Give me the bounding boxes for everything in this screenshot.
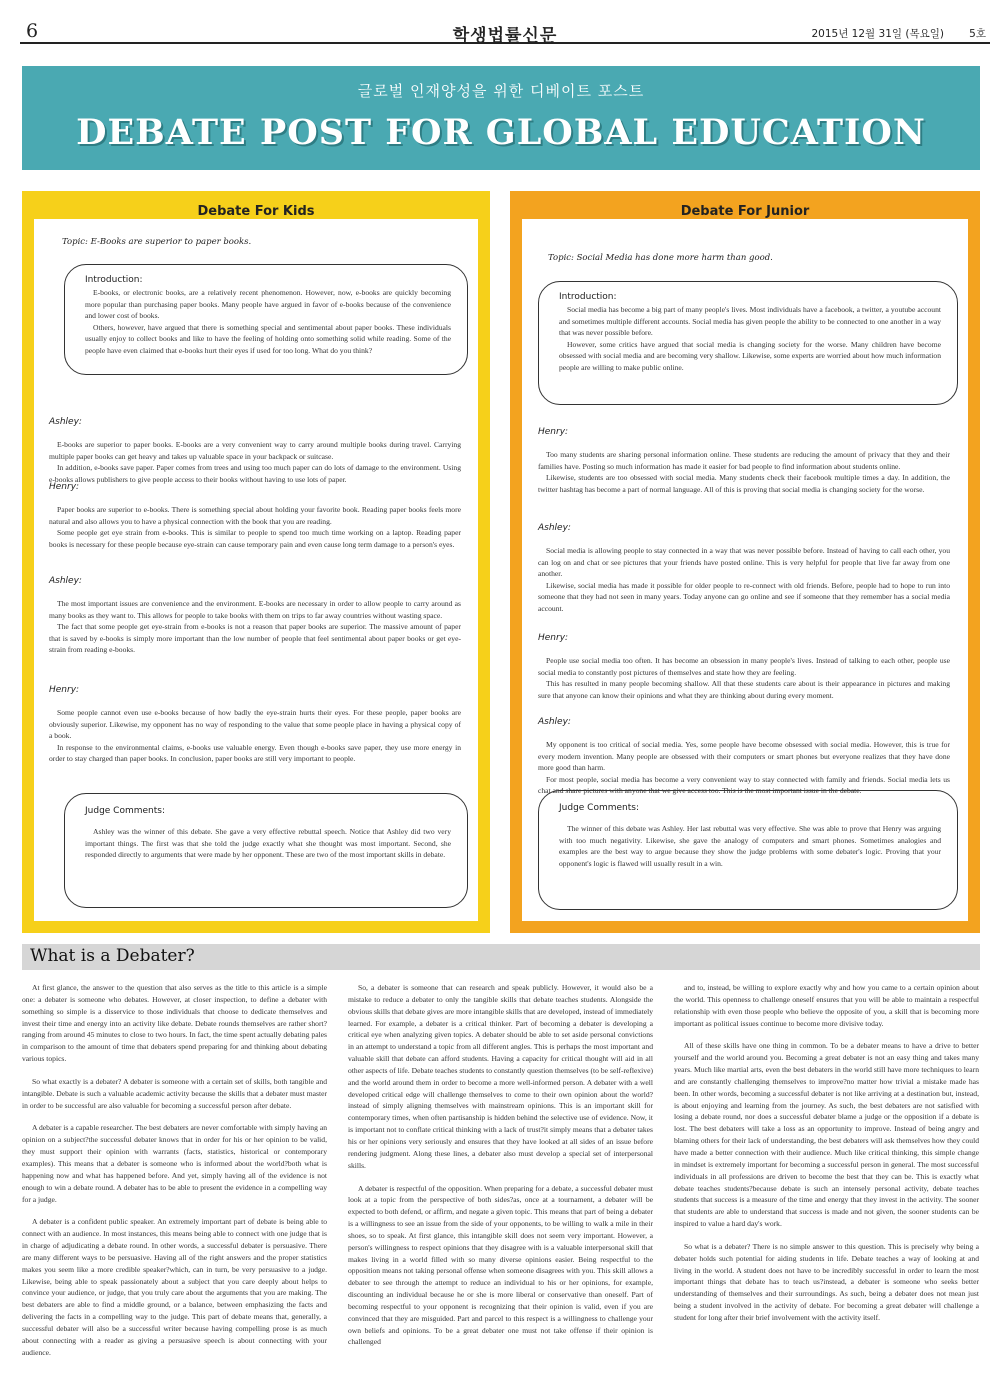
issue-number: 5호	[969, 28, 986, 40]
speech-block	[538, 427, 950, 495]
speech-paragraph: The fact that some people get eye-strain from e-books is not a reason that paper books are superior. The massive amount of paper that is saved by e-books is simply more important than the low number of people that feel sentimental about paper books or get eye-strain from reading e-books.	[49, 622, 461, 654]
article-paragraph: So, a debater is someone that can research and speak publicly. However, it would also be a mistake to reduce a debater to only the tangible skills that debate teaches students. Alongside the obvious skills that debate gives are more intangible skills that are developed, instead of immediately learned. For example, a debater is a critical thinker. Part of becoming a debater is developing a critical eye when analyzing given topics. A debater should be able to set aside personal convictions in an attempt to understand a topic from all different angles. This is perhaps the most important and valuable skill that debate can afford students. Having a capacity for critical thought will aid in all other aspects of life. Debate teaches students to constantly question themselves (to be self-reflexive) and the world around them in order to become a more well-informed person. A debater with a well developed critical edge will challenge themselves to come to their own opinion about the world?instead of simply aligning themselves with mainstream opinions. This is an important skill for contemporary times, when often partisanship is hidden behind the selective use of evidence. Now, it is important not to conflate critical thinking with a lack of trust?it simply means that a debater takes his or her opinions very seriously and ensures that they have looked at all sides of an issue before rendering judgment. Along these lines, a debater also must develop a special set of interpersonal skills.	[348, 983, 653, 1170]
introduction-title: Introduction:	[559, 292, 617, 302]
panel-body	[522, 219, 968, 921]
speech-paragraph: E-books are superior to paper books. E-books are a very convenient way to carry around multiple books during travel. Carrying multiple paper books can get heavy and takes up valuable space in your backpack or suitcase.	[49, 440, 461, 461]
speech-paragraph: Too many students are sharing personal information online. These students are reducing the amount of privacy that they and their families have. Posting so much information has made it easier for bad people to find information about students online.	[538, 450, 950, 471]
introduction-title: Introduction:	[85, 275, 143, 285]
judge-comments-title: Judge Comments:	[85, 806, 165, 816]
banner-title: DEBATE POST FOR GLOBAL EDUCATION	[76, 112, 926, 153]
speaker-name: Henry:	[49, 482, 80, 492]
debate-for-junior-panel	[510, 191, 980, 933]
speech-block	[49, 685, 461, 765]
debate-for-kids-panel	[22, 191, 490, 933]
speaker-name: Henry:	[538, 427, 569, 437]
panel-heading: Debate For Junior	[680, 204, 810, 219]
judge-comments-box	[64, 793, 468, 908]
newspaper-name: 학생법률신문	[452, 26, 558, 46]
page-number: 6	[26, 20, 39, 42]
judge-comments-box	[538, 790, 958, 910]
speaker-name: Ashley:	[538, 717, 571, 727]
speech-paragraph: Some people get eye strain from e-books. This is similar to people to spend too much time working on a laptop. Reading paper books is necessary for these people because eye-strain can cause temporary pain and even cause long term damage to a person's eyes.	[49, 528, 461, 549]
speaker-name: Ashley:	[538, 523, 571, 533]
speech-block	[538, 717, 950, 797]
article-column-1	[22, 982, 327, 1369]
article-paragraph: A debater is a capable researcher. The best debaters are never comfortable with simply having an opinion on a subject?the successful debater knows that in order for his or her opinion to be valid, they must support their opinion with warrants (facts, statistics, historical or contemporary examples). This means that a debater is someone who is informed about the world?both what is happening now and what has happened before. And yet, simply having all of the evidence is not enough to win a debate round. A debater has to be able to present the evidence in a compelling way for a judge.	[22, 1123, 327, 1204]
speech-paragraph: Likewise, social media has made it possible for older people to re-connect with old friends. Before, people had to hope to run into someone that they had not seen in many years. Today anyone can go online and see if someone that they remember has a social media account.	[538, 580, 950, 613]
newspaper-header	[20, 18, 990, 44]
intro-paragraph: However, some critics have argued that social media is changing society for the worse. Many children have become obsessed with social media and are becoming very shallow. Likewise, some experts are worried about how much information people are willing to make public online.	[559, 339, 941, 372]
speaker-name: Henry:	[49, 685, 80, 695]
speaker-name: Henry:	[538, 633, 569, 643]
article-paragraph: All of these skills have one thing in common. To be a debater means to have a drive to better yourself and the world around you. Becoming a great debater is not an easy thing and takes many years. Much like martial arts, even the best debaters in the world still have more techniques to learn and are constantly challenging themselves to improve?no matter how trivial a mistake made has been. In other words, becoming a successful debater is not like arriving at a destination but, instead, is about enjoying and learning from the journey. As such, the best debaters are not satisfied with losing a debate round, nor does a successful debater blame a judge or the opposition if a debate is lost. The best debaters will take a loss as an opportunity to improve. Instead of being angry and blaming others for their lack of understanding, the best debaters will ask themselves how they could have made a better connection with their audience. Much like critical thinking, this simple change in mindset is extremely important for becoming a successful person in general. The most successful individuals in all professions are driven to become the best that they can be. This is exactly what debate teaches students?because debate is such an intensely personal activity, debate teaches students that success is a measure of the time and energy that they invest in the activity. The sooner that students are able to understand that success is made and not given, the sooner students can be inspired to value a hard day's work.	[674, 1041, 979, 1229]
intro-paragraph: E-books, or electronic books, are a relatively recent phenomenon. However, now, e-books are quickly becoming more popular than purchasing paper books. Many people have argued in favor of e-books because of the convenience and lower cost of books.	[85, 288, 451, 320]
article-paragraph: A debater is a confident public speaker. An extremely important part of debate is being able to connect with an audience. In most instances, this means being able to connect with one judge that is in charge of adjudicating a debate round. In other words, a successful debater is persuasive. There are many different ways to be persuasive. Having all of the right answers and the proper statistics makes you seem like a more credible speaker?which, can in turn, be very persuasive to a judge. Likewise, being able to speak passionately about a subject that you care deeply about helps to convince your audience, or judge, that you truly care about the arguments that you are making. The best debaters are able to find a middle ground, or a balance, between emphasizing the facts and delivering the facts in a compelling way to the judge. This part of debate means that, generally, a successful debater will also be a successful writer because having compelling prose is as much about connecting with a reader as giving a persuasive speech is about connecting with your audience.	[22, 1217, 327, 1357]
introduction-box	[64, 264, 468, 375]
speech-paragraph: The most important issues are convenience and the environment. E-books are necessary in order to allow people to carry around as many books as they want to. This allows for people to take books with them on trips to far away countries without wasting space.	[49, 599, 461, 620]
banner-subtitle: 글로벌 인재양성을 위한 디베이트 포스트	[357, 82, 645, 100]
speech-paragraph: Some people cannot even use e-books because of how badly the eye-strain hurts their eyes. For these people, paper books are obviously superior. Likewise, my opponent has no way of responding to the value that some people place in having a physical copy of a book.	[49, 708, 461, 740]
issue-date: 2015년 12월 31일 (목요일)	[811, 28, 944, 40]
article-column-2	[348, 982, 653, 1359]
debate-topic: Topic: Social Media has done more harm than good.	[548, 253, 773, 263]
article-title: What is a Debater?	[30, 946, 195, 966]
judge-comments-text: Ashley was the winner of this debate. She gave a very effective rebuttal speech. Notice that Ashley did two very important things. The first was that she told the judge exactly what she thought was most important. Second, she responded directly to arguments that were made by her opponent. These are two of the most important skills in debate.	[85, 827, 451, 859]
speech-paragraph: In response to the environmental claims, e-books use valuable energy. Even though e-books save paper, they use more energy in order to stay charged than paper books. In conclusion, paper books are still very important to people.	[49, 742, 461, 763]
judge-comments-title: Judge Comments:	[559, 803, 639, 813]
speech-paragraph: For most people, social media has become a very convenient way to stay connected with family and friends. Social media lets us chat and share pictures with anyone that we give access too. This is the most important issue in the debate.	[538, 774, 950, 795]
speech-paragraph: People use social media too often. It has become an obsession in many people's lives. Instead of talking to each other, people use social media to constantly post pictures of themselves and state how they are feeling.	[538, 656, 950, 677]
speech-block	[49, 482, 461, 550]
speech-block	[538, 633, 950, 701]
speech-block	[49, 576, 461, 656]
speech-paragraph: My opponent is too critical of social media. Yes, some people have become obsessed with social media. However, this is true for every modern invention. Many people are obsessed with their computers or smart phones but everyone realizes that they have done more good than harm.	[538, 740, 950, 772]
article-paragraph: At first glance, the answer to the question that also serves as the title to this article is a simple one: a debater is someone who debates. However, at closer inspection, to define a debater with something so simple is a disservice to those individuals that choose to dedicate themselves and invest their time and energy into an activity like debate. Debate rounds themselves are rather short?ranging from around 45 minutes to close to two hours. In fact, the time spent actually debating pales in comparison to the amount of time that debaters spend preparing for and thinking about debating various topics.	[22, 983, 327, 1064]
speech-paragraph: In addition, e-books save paper. Paper comes from trees and using too much paper can do lots of damage to the environment. Using e-books allows publishers to give people access to their books without having to use lots of paper.	[49, 463, 461, 484]
intro-paragraph: Others, however, have argued that there is something special and sentimental about paper books. These individuals usually enjoy to collect books and like to have the feeling of holding onto something solid while reading. Some of the people have even claimed that e-books hurt their eyes if used for too long. What do you think?	[85, 322, 451, 355]
article-column-3	[674, 982, 979, 1335]
article-paragraph: and to, instead, be willing to explore exactly why and how you came to a certain opinion about the world. This openness to challenge oneself ensures that you will be able to maintain a respectful relationship with even those people who believe the opposite of you, a skill that is becoming more important as political issues continue to become more divisive today.	[674, 983, 979, 1028]
title-banner	[22, 66, 980, 170]
speech-block	[538, 523, 950, 614]
speaker-name: Ashley:	[49, 576, 82, 586]
debate-topic: Topic: E-Books are superior to paper books.	[62, 237, 252, 247]
article-paragraph: So what exactly is a debater? A debater is someone with a certain set of skills, both tangible and intangible. Debate is such a valuable academic activity because the skills that a debater must master in order to be successful are also valuable for becoming a successful person after debate.	[22, 1076, 327, 1110]
speech-paragraph: Social media is allowing people to stay connected in a way that was never possible before. Instead of having to call each other, you can log on and chat or see pictures that your friends have posted online. This is very helpful for people that live far away from one another.	[538, 546, 950, 578]
article-paragraph: So what is a debater? There is no simple answer to this question. This is precisely why being a debater holds such potential for aiding students in life. Debate teaches a way of looking at and living in the world. A student does not have to be incredibly successful in order to learn the most important things that debate has to teach us?instead, a debater is someone who seeks better understanding of themselves and their surroundings. As such, being a debater does not mean just being a student involved in the activity of debate. For becoming a great debater will challenge a student for long after their brief involvement with the activity itself.	[674, 1241, 979, 1322]
speech-paragraph: Paper books are superior to e-books. There is something special about holding your favorite book. Reading paper books feels more natural and also allows you to have a physical connection with the book that you are reading.	[49, 505, 461, 526]
speech-paragraph: This has resulted in many people becoming shallow. All that these students care about is their appearance in pictures and making sure that anyone can know their opinions and what they are thinking about during every moment.	[538, 679, 950, 700]
speech-paragraph: Likewise, students are too obsessed with social media. Many students check their facebook multiple times a day. In addition, the twitter hashtag has become a part of normal language. All of this is proving that social media is changing society for the worse.	[538, 473, 950, 494]
intro-paragraph: Social media has become a big part of many people's lives. Most individuals have a facebook, a twitter, a youtube account and sometimes multiple different accounts. Social media has given people the ability to be connected to one another in a way that was never possible before.	[559, 305, 941, 337]
article-paragraph: A debater is respectful of the opposition. When preparing for a debate, a successful debater must look at a topic from the perspective of both sides?as, once at a tournament, a debater will be expected to both defend, or affirm, and negate a given topic. This means that part of being a debater is a willingness to see an issue from the side of your opponents, to be willing to walk a mile in their shoes, so to speak. At first glance, this intangible skill does not seem very important. However, a person's willingness to respect opinions that they disagree with is a valuable interpersonal skill that makes living in a world filled with so many diverse opinions easier. Being respectful to the opposition means not taking personal offense when someone disagrees with you. This skill allows a debater to see through the attempt to reduce an individual to his or her opinions, for example, discounting an individual because he or she is more liberal or conservative than oneself. Part of becoming respectful to your opponent is recognizing that their opinion is valid, even if you are convinced that they are misguided. Part and parcel to this respect is a willingness to challenge your own beliefs and opinions. To be a great debater one must not take offense if their opinion is challenged	[348, 1183, 653, 1347]
article-header	[22, 944, 980, 970]
speech-block	[49, 417, 461, 485]
judge-comments-text: The winner of this debate was Ashley. Her last rebuttal was very effective. She was able to prove that Henry was arguing with too much negativity. Likewise, she gave the analogy of computers and smart phones. Sometimes analogies and examples are the best way to argue because they show the judge problems with some debater's logic. Proving that your opponent's logic is flawed will usually result in a win.	[559, 824, 941, 868]
panel-heading: Debate For Kids	[197, 204, 315, 219]
panel-body	[34, 219, 478, 921]
speaker-name: Ashley:	[49, 417, 82, 427]
introduction-box	[538, 281, 958, 405]
